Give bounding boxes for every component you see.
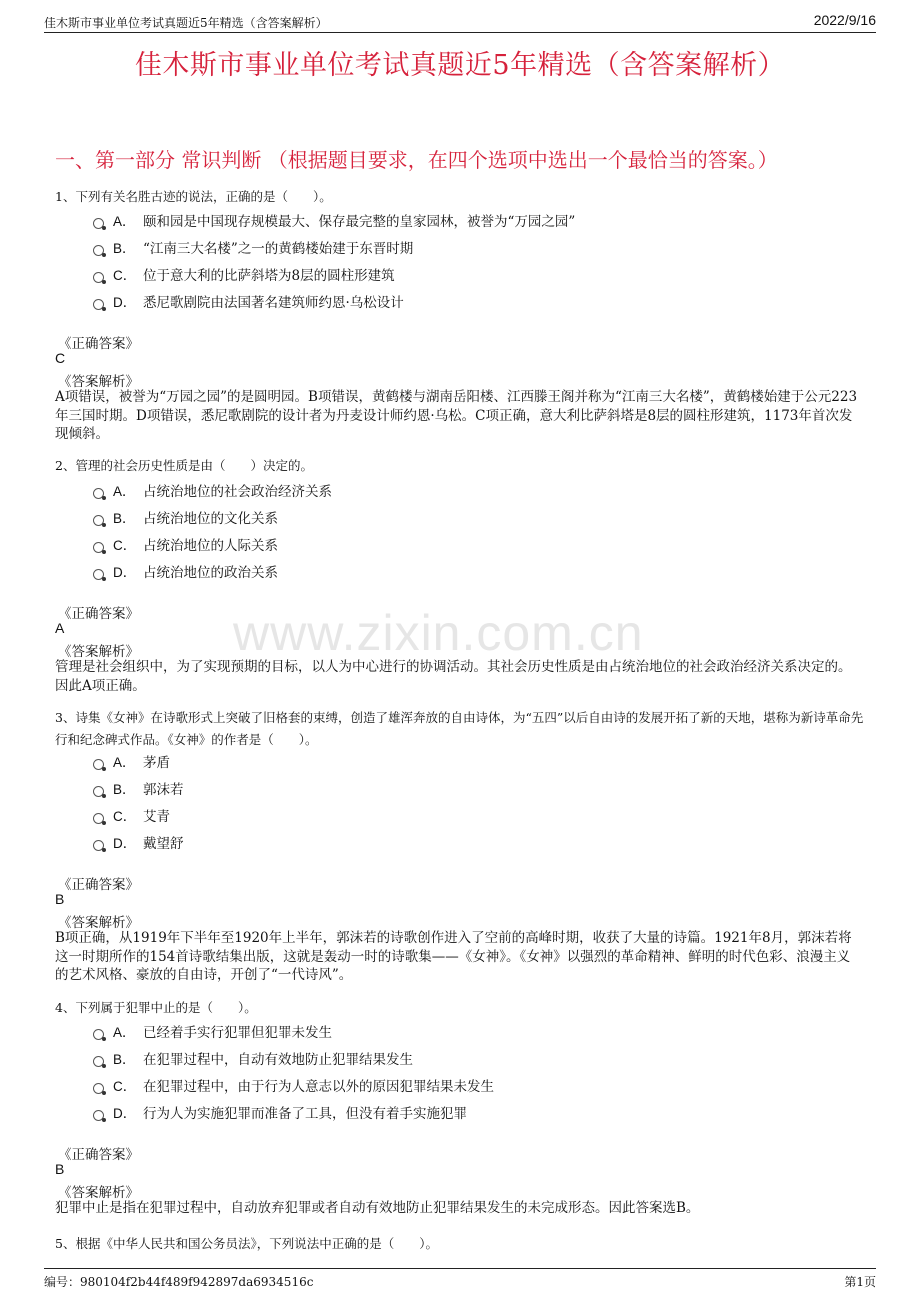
answer-analysis: A项错误，被誉为“万园之园”的是圆明园。B项错误，黄鹤楼与湖南岳阳楼、江西滕王阁并称为“江南三大名楼”，黄鹤楼始建于公元223年三国时期。D项错误，悉尼歌剧院的设计者为丹麦设计师约恩·乌松。C项正确，意大利比萨斜塔是8层的圆柱形建筑，1173年首次发现倾斜。 [55, 389, 858, 442]
question-stem: 3、诗集《女神》在诗歌形式上突破了旧格套的束缚，创造了雄浑奔放的自由诗体，为“五四”以后自由诗的发展开拓了新的天地，堪称为新诗革命先行和纪念碑式作品。《女神》的作者是（ ）。 [55, 710, 864, 747]
header-date: 2022/9/16 [813, 12, 876, 28]
radio-icon[interactable] [93, 1056, 104, 1067]
answer-label: 《正确答案》 [58, 1147, 139, 1163]
radio-icon[interactable] [93, 840, 104, 851]
option-item[interactable]: D． 悉尼歌剧院由法国著名建筑师约恩·乌松设计 [93, 291, 404, 311]
correct-answer: B [55, 1161, 65, 1177]
radio-icon[interactable] [93, 515, 104, 526]
radio-icon[interactable] [93, 786, 104, 797]
option-item[interactable]: A． 已经着手实行犯罪但犯罪未发生 [93, 1021, 332, 1041]
answer-label: 《正确答案》 [58, 606, 139, 622]
document-title: 佳木斯市事业单位考试真题近5年精选（含答案解析） [134, 50, 786, 81]
correct-answer: C [55, 350, 66, 366]
option-item[interactable]: D． 行为人为实施犯罪而准备了工具，但没有着手实施犯罪 [93, 1102, 467, 1122]
radio-icon[interactable] [93, 272, 104, 283]
answer-analysis: 犯罪中止是指在犯罪过程中，自动放弃犯罪或者自动有效地防止犯罪结果发生的未完成形态。因此答案选B。 [55, 1200, 700, 1216]
question-stem: 5、根据《中华人民共和国公务员法》，下列说法中正确的是（ ）。 [55, 1236, 438, 1251]
radio-icon[interactable] [93, 218, 104, 229]
radio-icon[interactable] [93, 1110, 104, 1121]
analysis-label: 《答案解析》 [58, 1185, 139, 1201]
question-stem: 2、管理的社会历史性质是由（ ）决定的。 [55, 458, 313, 473]
correct-answer: A [55, 620, 65, 636]
radio-icon[interactable] [93, 245, 104, 256]
option-item[interactable]: B． 在犯罪过程中，自动有效地防止犯罪结果发生 [93, 1048, 413, 1068]
option-item[interactable]: C． 位于意大利的比萨斜塔为8层的圆柱形建筑 [93, 264, 395, 284]
option-item[interactable]: B． 郭沫若 [93, 778, 184, 798]
correct-answer: B [55, 891, 65, 907]
answer-label: 《正确答案》 [58, 877, 139, 893]
option-item[interactable]: B． 占统治地位的文化关系 [93, 507, 278, 527]
watermark: www.zixin.com.cn [233, 605, 644, 661]
option-item[interactable]: A． 茅盾 [93, 751, 170, 771]
option-item[interactable]: C． 艾青 [93, 805, 170, 825]
analysis-label: 《答案解析》 [58, 644, 139, 660]
page-number: 第1页 [844, 1275, 876, 1289]
option-item[interactable]: D． 占统治地位的政治关系 [93, 561, 278, 581]
radio-icon[interactable] [93, 813, 104, 824]
question-stem: 4、下列属于犯罪中止的是（ ）。 [55, 1000, 257, 1015]
header-title: 佳木斯市事业单位考试真题近5年精选（含答案解析） [44, 16, 328, 30]
radio-icon[interactable] [93, 299, 104, 310]
analysis-label: 《答案解析》 [58, 374, 139, 390]
radio-icon[interactable] [93, 542, 104, 553]
radio-icon[interactable] [93, 569, 104, 580]
analysis-label: 《答案解析》 [58, 915, 139, 931]
option-item[interactable]: A． 占统治地位的社会政治经济关系 [93, 480, 332, 500]
answer-analysis: 管理是社会组织中，为了实现预期的目标，以人为中心进行的协调活动。其社会历史性质是由占统治地位的社会政治经济关系决定的。因此A项正确。 [55, 659, 852, 694]
answer-analysis: B项正确，从1919年下半年至1920年上半年，郭沫若的诗歌创作进入了空前的高峰时期，收获了大量的诗篇。1921年8月，郭沫若将这一时期所作的154首诗歌结集出版，这就是轰动一时的诗歌集——《女神》。《女神》以强烈的革命精神、鲜明的时代色彩、浪漫主义的艺术风格、豪放的自由诗，开创了“一代诗风”。 [55, 930, 852, 983]
answer-label: 《正确答案》 [58, 336, 139, 352]
radio-icon[interactable] [93, 1083, 104, 1094]
radio-icon[interactable] [93, 759, 104, 770]
question-stem: 1、下列有关名胜古迹的说法，正确的是（ ）。 [55, 189, 332, 204]
radio-icon[interactable] [93, 488, 104, 499]
page-footer [44, 1268, 876, 1293]
option-item[interactable]: C． 在犯罪过程中，由于行为人意志以外的原因犯罪结果未发生 [93, 1075, 494, 1095]
option-item[interactable]: C． 占统治地位的人际关系 [93, 534, 278, 554]
option-item[interactable]: D． 戴望舒 [93, 832, 184, 852]
option-item[interactable]: B． “江南三大名楼”之一的黄鹤楼始建于东晋时期 [93, 237, 413, 257]
radio-icon[interactable] [93, 1029, 104, 1040]
section-heading: 一、第一部分 常识判断 （根据题目要求，在四个选项中选出一个最恰当的答案。） [55, 148, 778, 172]
document-code: 编号：980104f2b44f489f942897da6934516c [44, 1275, 314, 1289]
option-item[interactable]: A． 颐和园是中国现存规模最大、保存最完整的皇家园林，被誉为“万园之园” [93, 210, 575, 230]
page-header [44, 12, 876, 33]
